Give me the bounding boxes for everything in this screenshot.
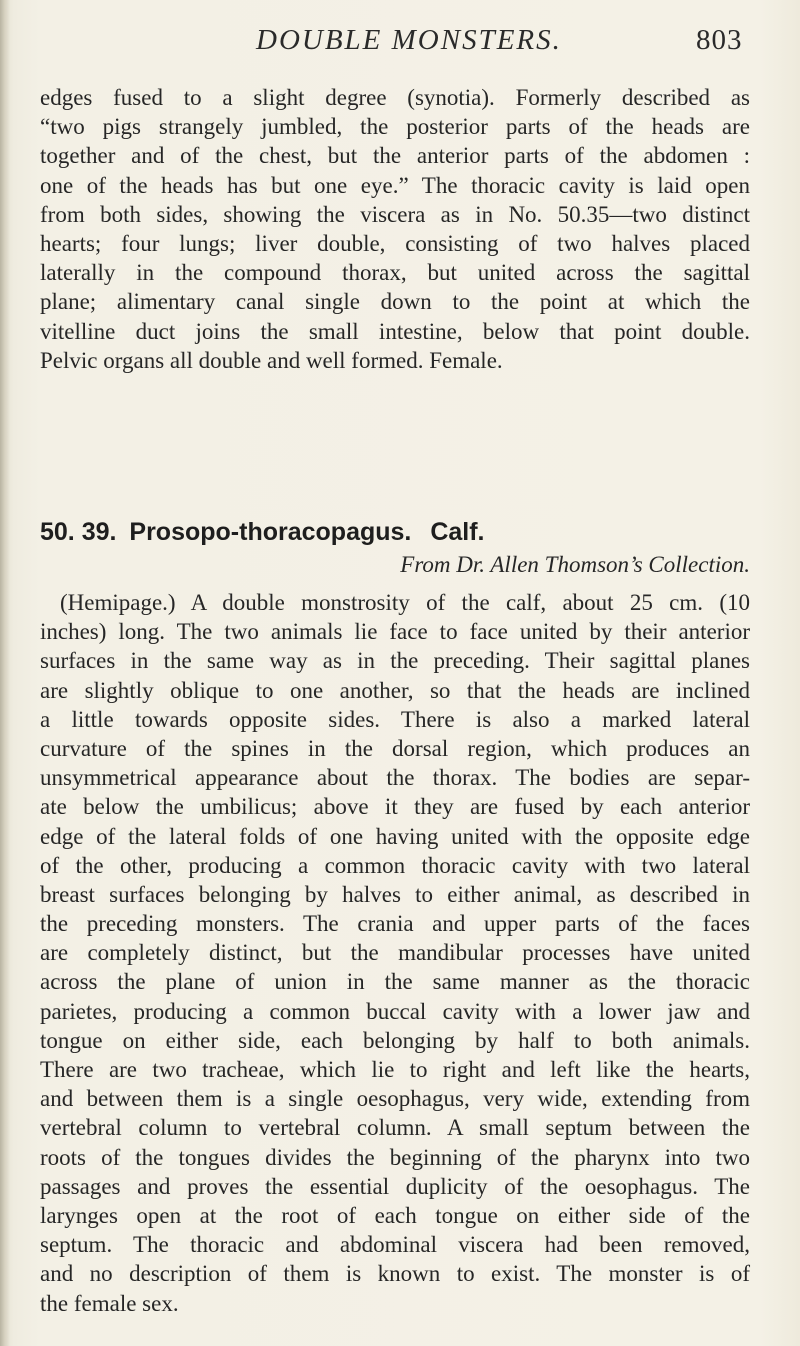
text-line: breast surfaces belonging by halves to either animal, as described in bbox=[40, 881, 750, 907]
text-line: septum. The thoracic and abdominal viscera had been removed, bbox=[40, 1232, 750, 1258]
page-gutter-shadow bbox=[0, 0, 10, 1346]
text-line: Pelvic organs all double and well formed. Female. bbox=[40, 347, 503, 373]
running-title: DOUBLE MONSTERS. bbox=[256, 24, 562, 56]
text-line: of the other, producing a common thoracic cavity with two lateral bbox=[40, 852, 750, 878]
text-line: roots of the tongues divides the beginning of the pharynx into two bbox=[40, 1144, 750, 1170]
text-line: passages and proves the essential duplicity of the oesophagus. The bbox=[40, 1173, 750, 1199]
text-line: vertebral column to vertebral column. A small septum between the bbox=[40, 1115, 750, 1141]
text-line: from both sides, showing the viscera as in No. 50.35—two distinct bbox=[40, 201, 750, 227]
entry-heading bbox=[40, 518, 485, 547]
text-line: curvature of the spines in the dorsal region, which produces an bbox=[40, 735, 750, 761]
text-line: are slightly oblique to one another, so that the heads are inclined bbox=[40, 677, 750, 703]
text-line: and between them is a single oesophagus, very wide, extending from bbox=[40, 1086, 750, 1112]
text-line: ate below the umbilicus; above it they are fused by each anterior bbox=[40, 794, 750, 820]
text-line: the female sex. bbox=[40, 1290, 179, 1316]
page-number: 803 bbox=[696, 24, 743, 56]
entry-description bbox=[40, 588, 750, 1318]
text-line: across the plane of union in the same manner as the thoracic bbox=[40, 969, 750, 995]
text-line: laterally in the compound thorax, but united across the sagittal bbox=[40, 260, 750, 286]
paragraph-continued bbox=[40, 83, 750, 375]
text-line: parietes, producing a common buccal cavity with a lower jaw and bbox=[40, 998, 750, 1024]
text-line: inches) long. The two animals lie face to face united by their anterior bbox=[40, 619, 750, 645]
text-line: together and of the chest, but the anterior parts of the abdomen : bbox=[40, 143, 750, 169]
text-line: There are two tracheae, which lie to right and left like the hearts, bbox=[40, 1057, 750, 1082]
text-line: vitelline duct joins the small intestine, below that point double. bbox=[40, 318, 750, 344]
entry-provenance: From Dr. Allen Thomson’s Collection. bbox=[400, 552, 750, 577]
text-line: “two pigs strangely jumbled, the posterior parts of the heads are bbox=[40, 114, 750, 140]
text-line: unsymmetrical appearance about the thorax. The bodies are separ- bbox=[40, 765, 750, 791]
text-line: (Hemipage.) A double monstrosity of the calf, about 25 cm. (10 bbox=[60, 590, 750, 615]
text-line: a little towards opposite sides. There is also a marked lateral bbox=[40, 706, 750, 732]
text-line: hearts; four lungs; liver double, consisting of two halves placed bbox=[40, 230, 750, 256]
running-head bbox=[0, 24, 800, 64]
text-line: tongue on either side, each belonging by half to both animals. bbox=[40, 1027, 750, 1053]
text-line: surfaces in the same way as in the preceding. Their sagittal planes bbox=[40, 648, 750, 674]
entry-subject: Calf. bbox=[430, 518, 485, 546]
text-line: edge of the lateral folds of one having united with the opposite edge bbox=[40, 823, 750, 849]
text-line: plane; alimentary canal single down to the point at which the bbox=[40, 289, 750, 315]
text-line: the preceding monsters. The crania and upper parts of the faces bbox=[40, 911, 750, 937]
entry-number: 50. 39. bbox=[40, 518, 117, 546]
text-line: larynges open at the root of each tongue on either side of the bbox=[40, 1202, 750, 1228]
entry-title: Prosopo-thoracopagus. bbox=[129, 518, 412, 546]
text-line: one of the heads has but one eye.” The thoracic cavity is laid open bbox=[40, 172, 750, 198]
text-line: edges fused to a slight degree (synotia). Formerly described as bbox=[40, 85, 750, 110]
text-line: and no description of them is known to exist. The monster is of bbox=[40, 1261, 750, 1287]
text-line: are completely distinct, but the mandibular processes have united bbox=[40, 940, 750, 966]
